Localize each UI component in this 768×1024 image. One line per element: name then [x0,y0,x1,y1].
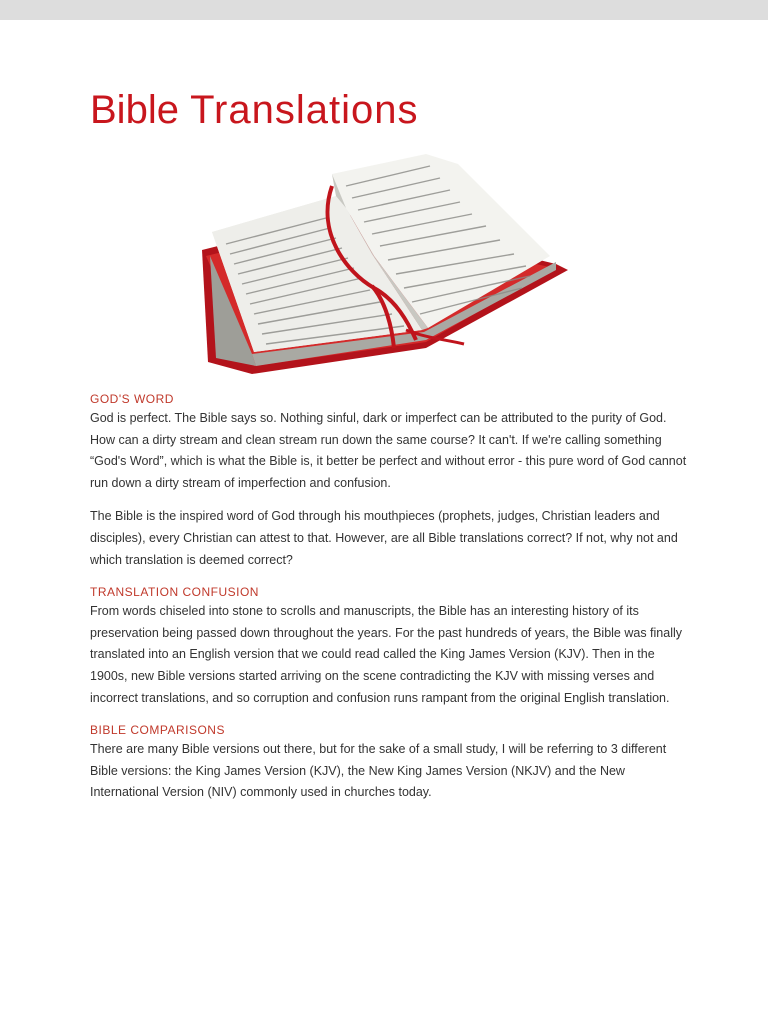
title-word-translations: Translations [190,88,419,132]
top-bar [0,0,768,20]
title-word-bible: Bible [90,88,179,132]
section-heading-bible-comparisons: BIBLE COMPARISONS [90,723,225,738]
paragraph: From words chiseled into stone to scrolls and manuscripts, the Bible has an interesting history of its preservation being passed down throughout the years. For the past hundreds of years, the Bible was finally translated into an English version that we could read called the King James Version (KJV). Then in the 1900s, new Bible versions started arriving on the scene contradicting the KJV with missing verses and incorrect translations, and so corruption and confusion runs rampant from the original English translation. [90,604,683,705]
section-heading-translation-confusion: TRANSLATION CONFUSION [90,585,259,600]
article-body [90,390,690,804]
section-heading-gods-word: GOD'S WORD [90,392,174,406]
open-bible-image [196,152,572,382]
paragraph: The Bible is the inspired word of God through his mouthpieces (prophets, judges, Christian leaders and disciples), every Christian can attest to that. However, are all Bible translations correct? If not, why not and which translation is deemed correct? [90,509,678,567]
paragraph: God is perfect. The Bible says so. Nothing sinful, dark or imperfect can be attributed to the purity of God. How can a dirty stream and clean stream run down the same course? It can't. If we're calling something “God's Word”, which is what the Bible is, it better be perfect and without error - this pure word of God cannot run down a dirty stream of imperfection and confusion. [90,411,687,490]
paragraph: There are many Bible versions out there, but for the sake of a small study, I will be referring to 3 different Bible versions: the King James Version (KJV), the New King James Version (NKJV) and the New International Version (NIV) commonly used in churches today. [90,742,667,800]
page-title [90,82,418,138]
